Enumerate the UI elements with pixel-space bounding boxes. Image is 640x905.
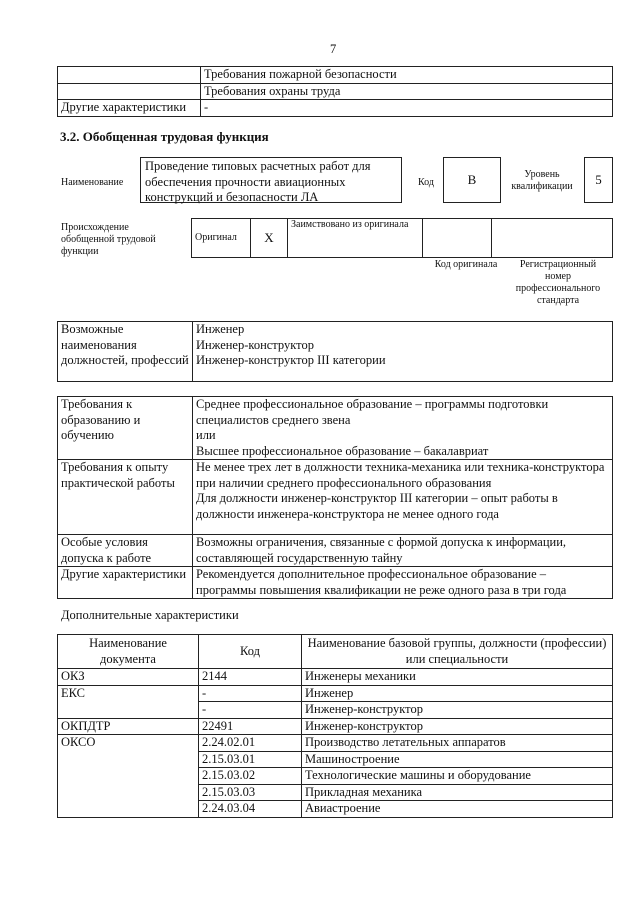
- table-cell: -: [199, 702, 302, 719]
- table-cell: ОКСО: [58, 735, 199, 752]
- additional-title: Дополнительные характеристики: [61, 608, 239, 622]
- reg-number-caption: Регистрационный номер профессионального стандарта: [515, 259, 601, 306]
- requirement-value: Среднее профессиональное образование – программы подготовки специалистов среднего звена или Высшее профессиональное образование – бакалавриат: [193, 397, 613, 460]
- table-cell: -: [199, 685, 302, 702]
- requirement-value: Рекомендуется дополнительное профессиональное образование – программы повышения квалификации не реже одного раза в три года: [193, 567, 613, 599]
- table-cell: 2.15.03.02: [199, 768, 302, 785]
- column-header: Код: [199, 635, 302, 669]
- table-cell: Инженеры механики: [302, 669, 613, 686]
- borrowed-label: Заимствовано из оригинала: [288, 219, 423, 258]
- table-cell: 2.24.03.04: [199, 801, 302, 818]
- requirement-label: Требования к образованию и обучению: [58, 397, 193, 460]
- table-cell: 2.15.03.01: [199, 751, 302, 768]
- positions-table: [57, 321, 613, 382]
- table-cell: Инженер: [302, 685, 613, 702]
- top-table-cell: Требования охраны труда: [201, 83, 613, 100]
- table-cell: Авиастроение: [302, 801, 613, 818]
- table-cell: Прикладная механика: [302, 784, 613, 801]
- table-cell: [58, 702, 199, 719]
- code-original-cell: [423, 219, 492, 258]
- level-label: Уровень квалификации: [511, 169, 573, 192]
- column-header: Наименование базовой группы, должности (профессии) или специальности: [302, 635, 613, 669]
- column-header: Наименование документа: [58, 635, 199, 669]
- table-cell: Технологические машины и оборудование: [302, 768, 613, 785]
- table-cell: Инженер-конструктор: [302, 702, 613, 719]
- top-table: [57, 66, 613, 117]
- reg-number-cell: [492, 219, 613, 258]
- section-title: 3.2. Обобщенная трудовая функция: [60, 129, 269, 144]
- table-cell: [58, 751, 199, 768]
- table-cell: Инженер-конструктор: [302, 718, 613, 735]
- table-cell: 2.24.02.01: [199, 735, 302, 752]
- name-value: Проведение типовых расчетных работ для обеспечения прочности авиационных конструкций и безопасности ЛА: [140, 157, 402, 203]
- top-table-cell: -: [201, 100, 613, 117]
- requirements-table: [57, 396, 613, 599]
- code-label: Код: [418, 177, 434, 188]
- requirement-label: Особые условия допуска к работе: [58, 535, 193, 567]
- top-table-cell: [58, 83, 201, 100]
- table-cell: ОКЗ: [58, 669, 199, 686]
- table-cell: 2144: [199, 669, 302, 686]
- top-table-cell: [58, 67, 201, 84]
- table-cell: [58, 768, 199, 785]
- table-cell: ОКПДТР: [58, 718, 199, 735]
- top-table-cell: Другие характеристики: [58, 100, 201, 117]
- origin-table: [191, 218, 613, 258]
- table-cell: 2.15.03.03: [199, 784, 302, 801]
- positions-values: Инженер Инженер-конструктор Инженер-конструктор III категории: [193, 322, 613, 382]
- original-label: Оригинал: [192, 219, 251, 258]
- table-cell: ЕКС: [58, 685, 199, 702]
- requirement-label: Другие характеристики: [58, 567, 193, 599]
- table-cell: Производство летательных аппаратов: [302, 735, 613, 752]
- positions-label: Возможные наименования должностей, профессий: [58, 322, 193, 382]
- requirement-value: Возможны ограничения, связанные с формой допуска к информации, составляющей государственную тайну: [193, 535, 613, 567]
- additional-table: [57, 634, 613, 818]
- code-original-caption: Код оригинала: [434, 259, 498, 270]
- table-cell: [58, 784, 199, 801]
- requirement-label: Требования к опыту практической работы: [58, 460, 193, 535]
- table-cell: 22491: [199, 718, 302, 735]
- original-mark: Х: [251, 219, 288, 258]
- origin-label: Происхождение обобщенной трудовой функции: [61, 222, 156, 257]
- requirement-value: Не менее трех лет в должности техника-механика или техника-конструктора при наличии среднего профессионального образования Для должности инженер-конструктор III категории – опыт работы в должности инженера-конструктора не менее одного года: [193, 460, 613, 535]
- top-table-cell: Требования пожарной безопасности: [201, 67, 613, 84]
- name-label: Наименование: [61, 177, 124, 188]
- table-cell: [58, 801, 199, 818]
- level-value: 5: [584, 157, 613, 203]
- table-cell: Машиностроение: [302, 751, 613, 768]
- page-number: 7: [330, 42, 337, 56]
- code-value: В: [443, 157, 501, 203]
